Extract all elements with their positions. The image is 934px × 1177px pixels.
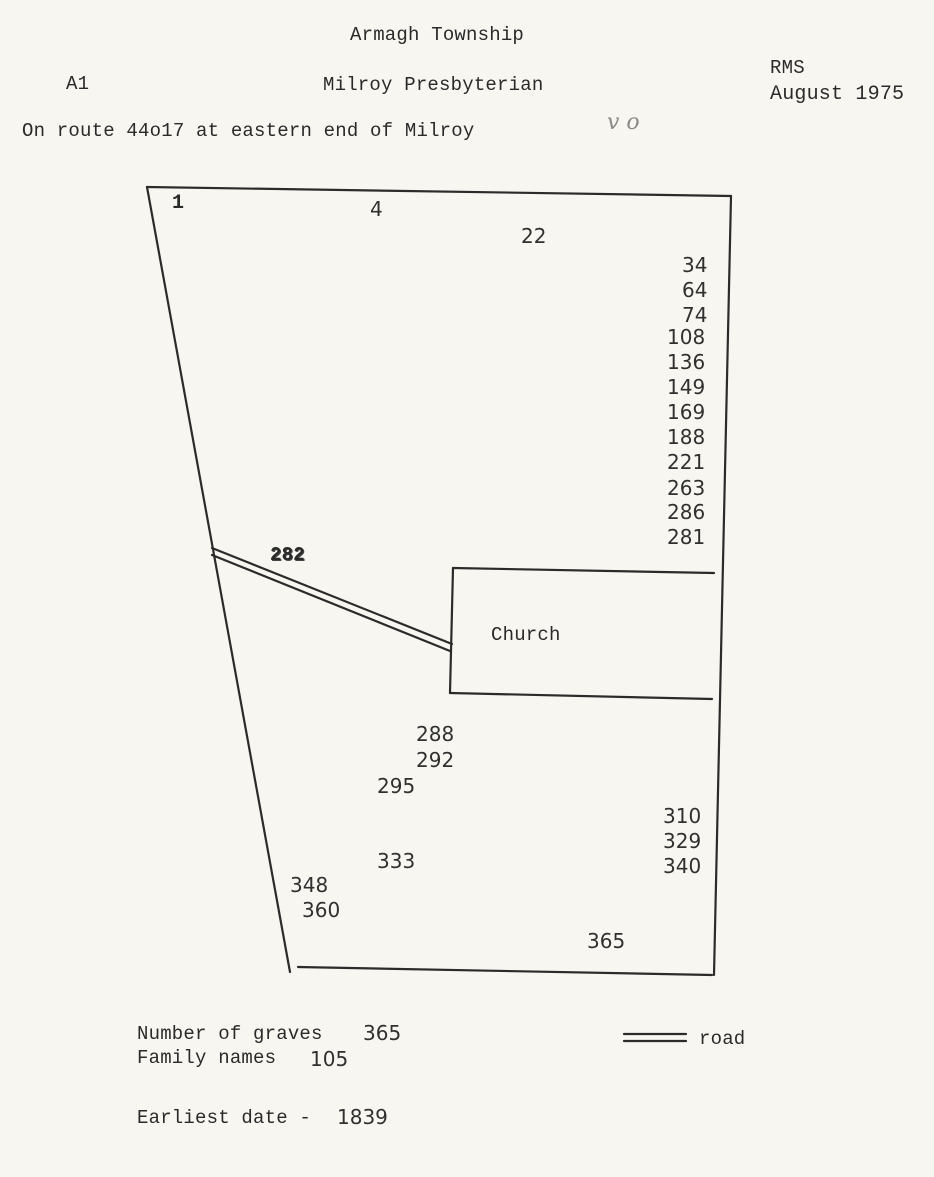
grave-number: 281	[667, 525, 706, 549]
grave-number: 288	[416, 722, 455, 746]
graves-count-label: Number of graves	[137, 1023, 323, 1045]
grave-number: 333	[377, 849, 416, 873]
grave-number: 365	[587, 929, 626, 953]
earliest-date-label: Earliest date -	[137, 1107, 312, 1129]
grave-number: 360	[302, 898, 341, 922]
graves-count-value: 365	[363, 1021, 402, 1045]
survey-date: August 1975	[770, 83, 905, 106]
road-grave-number: 282	[270, 544, 305, 566]
grave-number: 4	[370, 197, 383, 221]
church-west-wall	[450, 568, 453, 693]
grave-number: 221	[667, 450, 706, 474]
family-names-label: Family names	[137, 1047, 277, 1069]
grave-number: 22	[521, 224, 547, 248]
grave-number: 310	[663, 804, 702, 828]
church-top-wall	[453, 568, 714, 573]
grave-number: 64	[682, 278, 708, 302]
author-initials: RMS	[770, 57, 805, 79]
family-names-value: 105	[310, 1047, 349, 1071]
grave-number: 188	[667, 425, 706, 449]
pencil-mark: v o	[607, 110, 640, 135]
road-line-b	[212, 555, 450, 651]
grave-number: 286	[667, 500, 706, 524]
township-title: Armagh Township	[350, 24, 525, 46]
grave-number: 136	[667, 350, 706, 374]
grave-number: 1	[172, 192, 185, 215]
grave-number: 292	[416, 748, 455, 772]
cemetery-code: A1	[66, 73, 90, 95]
location-description: On route 44o17 at eastern end of Milroy	[22, 120, 475, 142]
road-line-a	[212, 548, 452, 644]
south-boundary	[298, 967, 712, 975]
grave-number: 340	[663, 854, 702, 878]
east-boundary	[714, 196, 731, 975]
grave-number: 74	[682, 303, 708, 327]
grave-number: 169	[667, 400, 706, 424]
legend-road-label: road	[699, 1028, 746, 1050]
church-bottom-wall	[450, 693, 712, 699]
grave-number: 108	[667, 325, 706, 349]
grave-number: 295	[377, 774, 416, 798]
cemetery-name: Milroy Presbyterian	[323, 74, 544, 96]
grave-number: 149	[667, 375, 706, 399]
grave-number: 329	[663, 829, 702, 853]
church-label: Church	[491, 624, 561, 646]
earliest-date-value: 1839	[337, 1105, 388, 1129]
north-boundary	[147, 187, 731, 196]
west-boundary	[147, 187, 290, 972]
grave-number: 34	[682, 253, 708, 277]
grave-number: 263	[667, 476, 706, 500]
grave-number: 348	[290, 873, 329, 897]
